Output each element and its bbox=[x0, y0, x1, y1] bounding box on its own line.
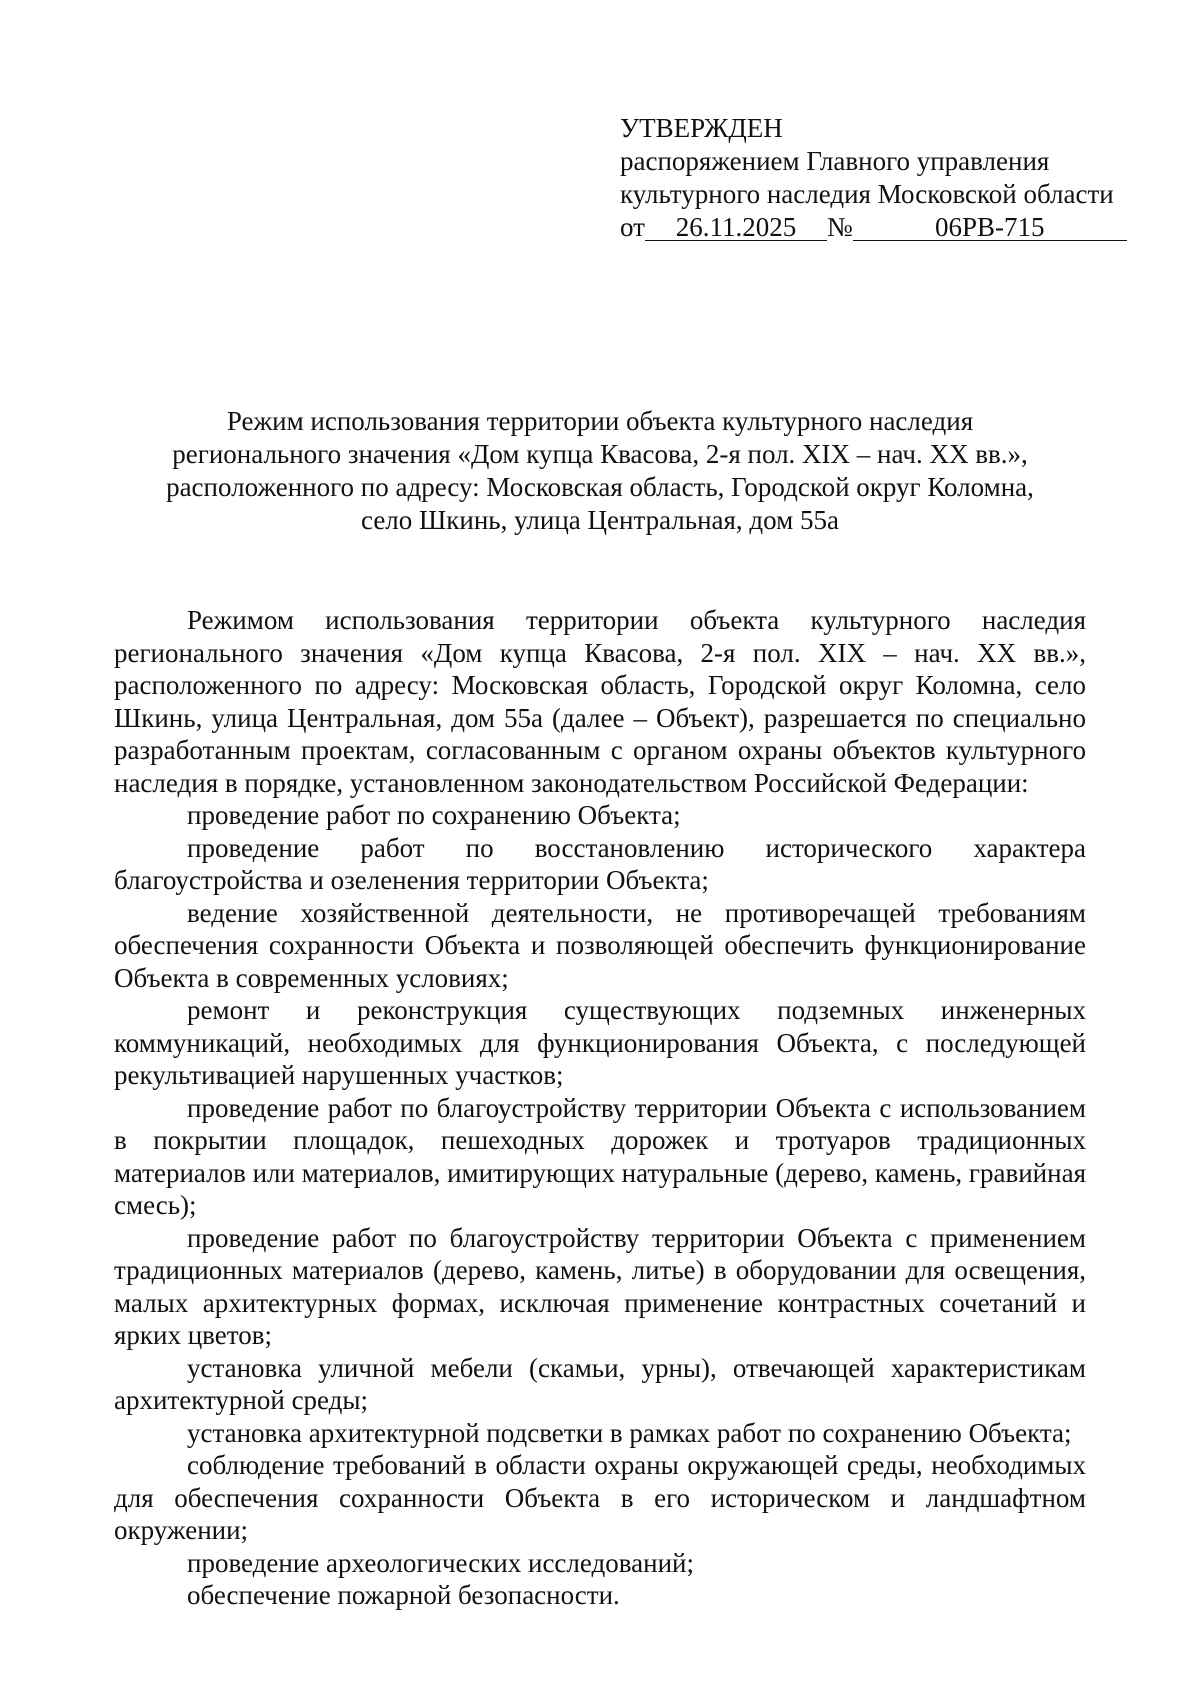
document-body bbox=[114, 604, 1086, 1612]
title-line-3: расположенного по адресу: Московская область, Городской округ Коломна, bbox=[166, 472, 1034, 502]
list-item: соблюдение требований в области охраны окружающей среды, необходимых для обеспечения сохранности Объекта в его историческом и ландшафтном окружении; bbox=[114, 1450, 1086, 1545]
list-item: установка уличной мебели (скамьи, урны), отвечающей характеристикам архитектурной среды; bbox=[114, 1352, 1086, 1415]
list-item: проведение работ по благоустройству территории Объекта с применением традиционных материалов (дерево, камень, литье) в оборудовании для освещения, малых архитектурных формах, исключая применение контрастных сочетаний и ярких цветов; bbox=[114, 1222, 1086, 1350]
approval-number: 06РВ-715 bbox=[853, 214, 1127, 241]
list-item: ведение хозяйственной деятельности, не противоречащей требованиям обеспечения сохранности Объекта и позволяющей обеспечить функционирование Объекта в современных условиях; bbox=[114, 897, 1086, 993]
intro-paragraph: Режимом использования территории объекта культурного наследия регионального значения «Дом купца Квасова, 2-я пол. XIX – нач. XX вв.», расположенного по адресу: Московская область, Городской округ Коломна, село Шкинь, улица Центральная, дом 55а (далее – Объект), разрешается по специально разработанным проектам, согласованным с органом охраны объектов культурного наследия в порядке, установленном законодательством Российской Федерации: bbox=[114, 605, 1086, 798]
title-line-2: регионального значения «Дом купца Квасова, 2-я пол. XIX – нач. XX вв.», bbox=[172, 439, 1028, 469]
list-item: обеспечение пожарной безопасности. bbox=[187, 1580, 620, 1610]
title-line-4: село Шкинь, улица Центральная, дом 55а bbox=[361, 505, 839, 535]
list-item: ремонт и реконструкция существующих подземных инженерных коммуникаций, необходимых для функционирования Объекта, с последующей рекультивацией нарушенных участков; bbox=[114, 995, 1086, 1090]
approval-date-line bbox=[620, 211, 1140, 244]
document-title bbox=[112, 405, 1088, 537]
list-item: проведение археологических исследований; bbox=[187, 1547, 694, 1578]
title-line-1: Режим использования территории объекта культурного наследия bbox=[226, 406, 974, 436]
list-item: проведение работ по благоустройству территории Объекта с использованием в покрытии площадок, пешеходных дорожек и тротуаров традиционных материалов или материалов, имитирующих натуральные (дерево, камень, гравийная смесь); bbox=[114, 1092, 1086, 1220]
from-label: от bbox=[620, 212, 645, 242]
list-item: установка архитектурной подсветки в рамках работ по сохранению Объекта; bbox=[187, 1417, 1072, 1448]
approval-line-1: распоряжением Главного управления bbox=[620, 146, 1050, 176]
approval-heading: УТВЕРЖДЕН bbox=[620, 113, 783, 143]
list-item: проведение работ по восстановлению исторического характера благоустройства и озеленения территории Объекта; bbox=[114, 832, 1086, 895]
approval-line-2: культурного наследия Московской области bbox=[620, 179, 1114, 209]
list-item: проведение работ по сохранению Объекта; bbox=[187, 800, 681, 830]
approval-stamp bbox=[620, 112, 1140, 244]
approval-date: 26.11.2025 bbox=[645, 214, 827, 241]
number-label: № bbox=[826, 212, 853, 242]
